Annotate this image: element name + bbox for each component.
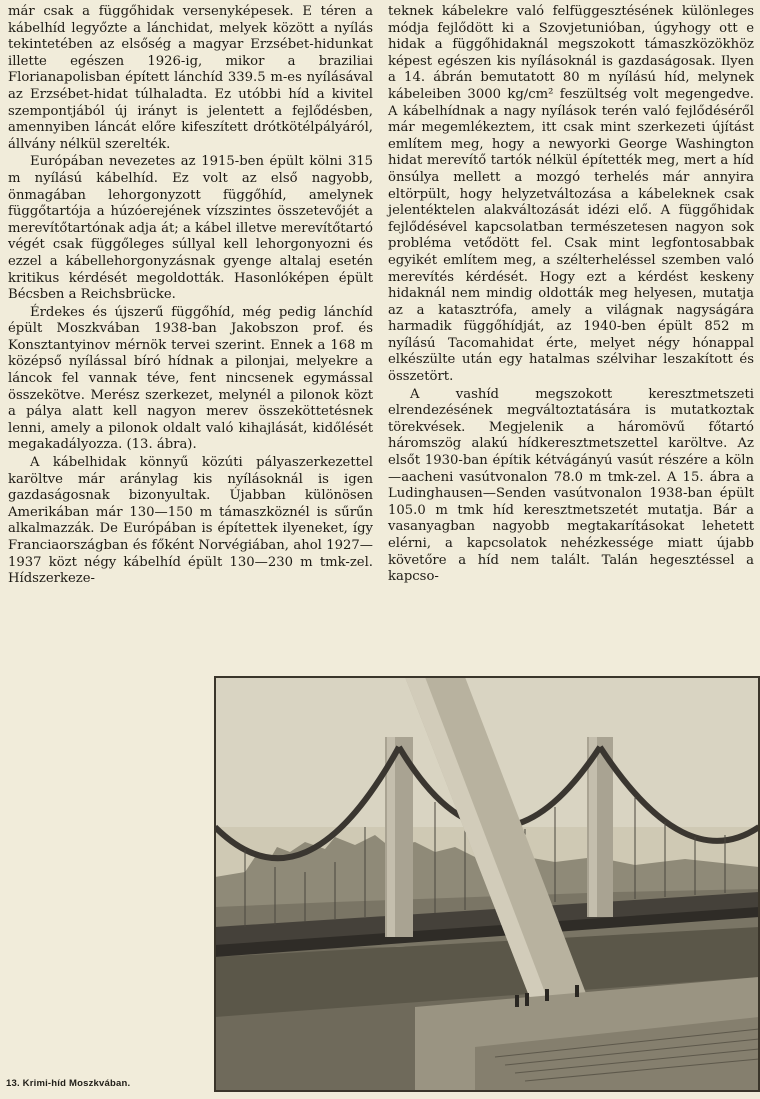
figure-caption: 13. Krimi-híd Moszkvában. bbox=[6, 1078, 131, 1089]
paragraph: A kábelhidak könnyű közúti pályaszerkezettel karöltve már aránylag kis nyílásoknál is igen gazdaságosnak bizonyultak. Újabban különösen Amerikában már 130—150 m támaszköznél is sűrűn alkalmazzák. De Európában is építettek ilyeneket, így Franciaországban és főként Norvégiában, ahol 1927—1937 közt négy kábelhíd épült 130—230 m tmk-zel. Hídszerkeze- bbox=[8, 455, 373, 587]
text-column-left bbox=[8, 4, 373, 588]
paragraph: Érdekes és újszerű függőhíd, még pedig lánchíd épült Moszkvában 1938-ban Jakobszon prof. és Konsztantyinov mérnök tervei szerint. Ennek a 168 m középső nyílással bíró hídnak a pilonjai, melyekre a láncok fel vannak téve, fent nincsenek egymással összekötve. Merész szerkezet, melynél a pilonok közt a pálya alatt kell nagyon merev összeköttetésnek lenni, amely a pilonok oldalt való kihajlását, kidőlését megakadályozza. (13. ábra). bbox=[8, 304, 373, 453]
text-column-right bbox=[388, 4, 754, 586]
bridge-photo-illustration bbox=[215, 677, 759, 1091]
bridge-photograph bbox=[214, 676, 760, 1092]
paragraph: Európában nevezetes az 1915-ben épült kölni 315 m nyílású kábelhíd. Ez volt az első nagyobb, önmagában lehorgonyzott függőhíd, amelynek függőtartója a húzóerejének vízszintes összetevőjét a merevítőtartónak adja át; a kábel illetve merevítőtartó végét csak függőleges súllyal kell lehorgonyozni és ezzel a kábellehorgonyzásnak gyenge altalaj esetén kritikus kérdését megoldották. Hasonlóképen épült Bécsben a Reichsbrücke. bbox=[8, 154, 373, 303]
paragraph: teknek kábelekre való felfüggesztésének különleges módja fejlődött ki a Szovjetunióban, úgyhogy ott e hidak a függőhidaknál megszokott támaszközökhöz képest egészen kis nyílásoknál is gazdaságosak. Ilyen a 14. ábrán bemutatott 80 m nyílású híd, melynek kábeleiben 3000 kg/cm² feszültség volt megengedve. A kábelhídnak a nagy nyílások terén való fejlődéséről már megemlékeztem, itt csak mint szerkezeti újítást említem meg, hogy a newyorki George Washington hidat merevítő tartók nélkül építették meg, mert a híd önsúlya mellett a mozgó terhelés már annyira eltörpült, hogy helyzetváltozása a kábeleknek csak jelentéktelen alakváltozását idézi elő. A függőhidak fejlődésével kapcsolatban természetesen nagyon sok probléma vetődött fel. Csak mint legfontosabbak egyikét említem meg, a szélterheléssel szemben való merevítés kérdését. Hogy ezt a kérdést keskeny hidaknál nem mindig oldották meg helyesen, mutatja az a katasztrófa, amely a világnak nagyságára harmadik függőhídját, az 1940-ben épült 852 m nyílású Tacomahidat érte, melyet négy hónappal elkészülte után egy hatalmas szélvihar leszakított és összetört. bbox=[388, 4, 754, 385]
paragraph: már csak a függőhidak versenyképesek. E téren a kábelhíd legyőzte a lánchidat, melyek között a nyílás tekintetében az elsőség a magyar Erzsébet-hidunkat illette egészen 1926-ig, mikor a braziliai Florianapolisban épített lánchíd 339.5 m-es nyílásával az Erzsébet-hidat túlhaladta. Ez utóbbi híd a kivitel szempontjából új irányt is jelentett a fejlődésben, amennyiben láncát előre kifeszített drótkötélpályáról, állvány nélkül szerelték. bbox=[8, 4, 373, 152]
paragraph: A vashíd megszokott keresztmetszeti elrendezésének megváltoztatására is mutatkoztak törekvések. Megjelenik a háromövű főtartó háromszög alakú hídkeresztmetszettel karöltve. Az elsőt 1930-ban építik kétvágányú vasút részére a köln—aacheni vasútvonalon 78.0 m tmk-zel. A 15. ábra a Ludinghausen—Senden vasútvonalon 1938-ban épült 105.0 m tmk híd keresztmetszetét mutatja. Bár a vasanyagban nagyobb megtakarításokat lehetett elérni, a kapcsolatok nehézkessége miatt újabb követőre a híd nem talált. Talán hegesztéssel a kapcso- bbox=[388, 386, 754, 585]
